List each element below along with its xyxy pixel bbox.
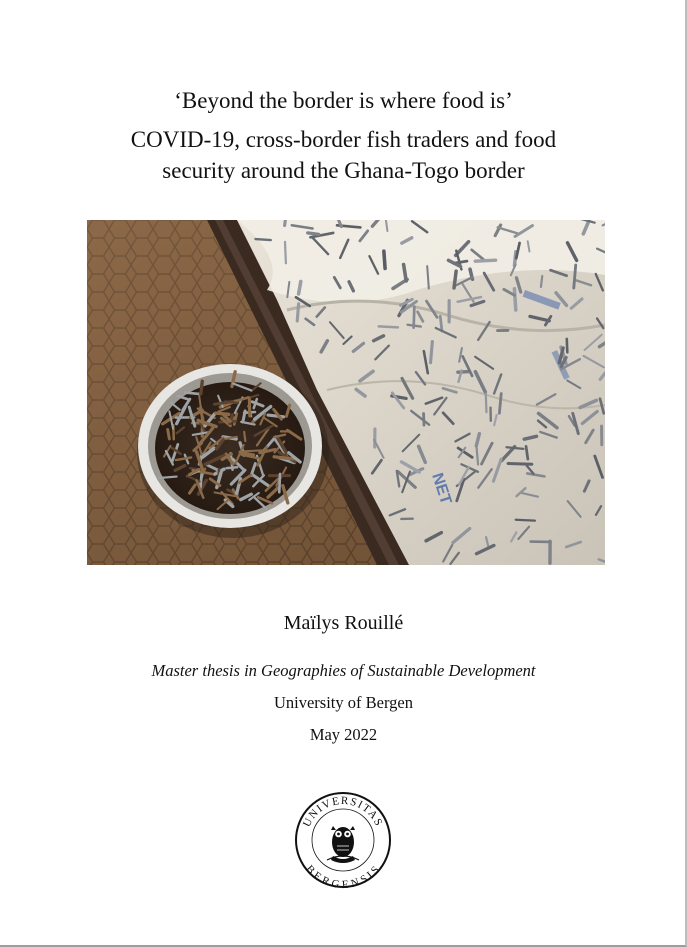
- title-line-3: security around the Ghana-Togo border: [162, 158, 525, 183]
- seal-text-bottom: BERGENSIS: [303, 862, 383, 890]
- title-line-2: COVID-19, cross-border fish traders and food: [130, 127, 557, 152]
- university-seal-owl-icon: [293, 790, 393, 890]
- title-line-1: ‘Beyond the border is where food is’: [174, 88, 513, 113]
- university-name: University of Bergen: [273, 693, 413, 712]
- sack-print-text: NET: [428, 470, 455, 507]
- submission-date: May 2022: [309, 725, 378, 744]
- cover-photo: [87, 220, 605, 565]
- seal-text-top: UNIVERSITAS: [300, 794, 386, 829]
- author-name: Maïlys Rouillé: [283, 612, 404, 634]
- degree-program: Master thesis in Geographies of Sustainable Development: [151, 661, 536, 680]
